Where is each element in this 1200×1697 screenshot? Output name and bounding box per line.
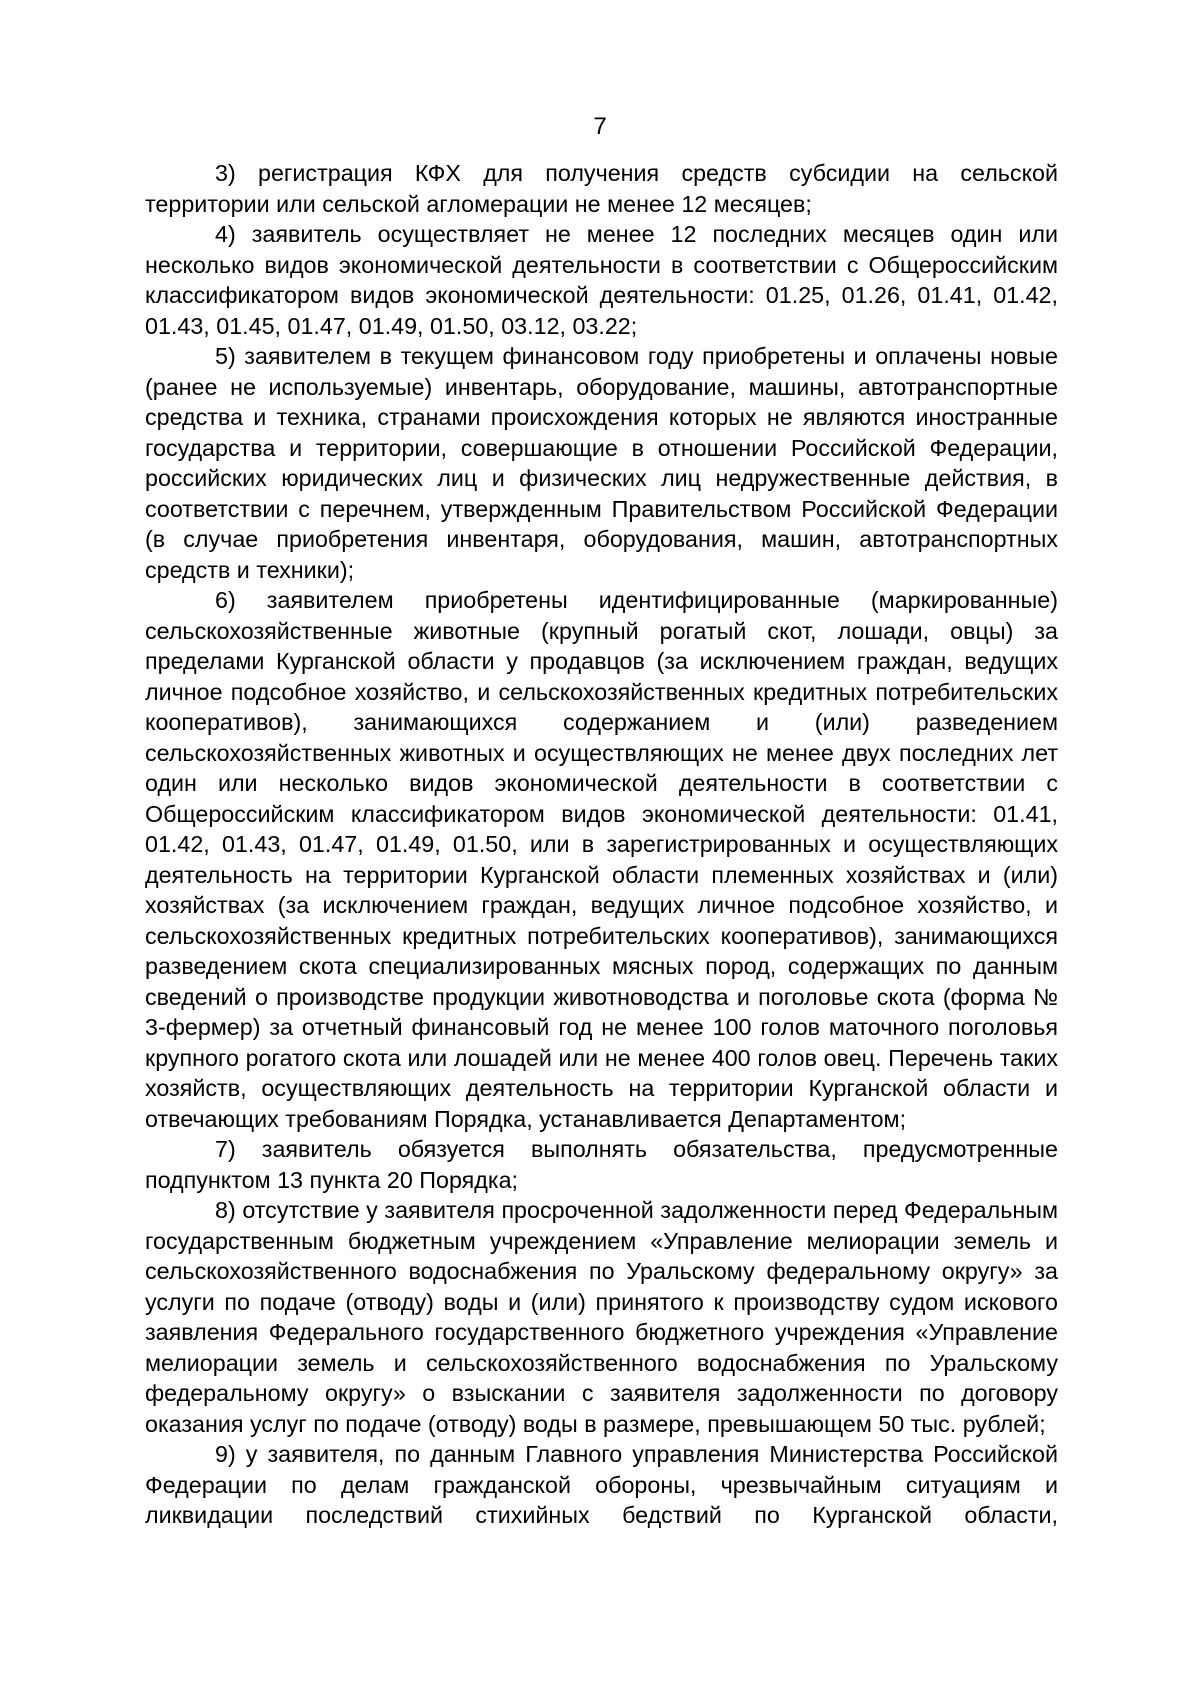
- paragraph-item-8: 8) отсутствие у заявителя просроченной задолженности перед Федеральным государственным бюджетным учреждением «Управление мелиорации земель и сельскохозяйственного водоснабжения по Уральскому федеральному округу» за услуги по подаче (отводу) воды и (или) принятого к производству судом искового заявления Федерального государственного бюджетного учреждения «Управление мелиорации земель и сельскохозяйственного водоснабжения по Уральскому федеральному округу» о взыскании с заявителя задолженности по договору оказания услуг по подаче (отводу) воды в размере, превышающем 50 тыс. рублей;: [145, 1197, 1058, 1437]
- paragraph-item-3: 3) регистрация КФХ для получения средств субсидии на сельской территории или сельской агломерации не менее 12 месяцев;: [145, 160, 1058, 217]
- paragraph-item-9: 9) у заявителя, по данным Главного управления Министерства Российской Федерации по делам гражданской обороны, чрезвычайным ситуациям и ликвидации последствий стихийных бедствий по Курганской области,: [145, 1441, 1058, 1528]
- paragraph-item-7: 7) заявитель обязуется выполнять обязательства, предусмотренные подпунктом 13 пункта 20 Порядка;: [145, 1136, 1058, 1193]
- document-body: [145, 158, 1058, 1531]
- paragraph-item-5: 5) заявителем в текущем финансовом году приобретены и оплачены новые (ранее не используемые) инвентарь, оборудование, машины, автотранспортные средства и техника, странами происхождения которых не являются иностранные государства и территории, совершающие в отношении Российской Федерации, российских юридических лиц и физических лиц недружественные действия, в соответствии с перечнем, утвержденным Правительством Российской Федерации (в случае приобретения инвентаря, оборудования, машин, автотранспортных средств и техники);: [145, 343, 1058, 583]
- page-number: 7: [593, 113, 607, 140]
- paragraph-item-4: 4) заявитель осуществляет не менее 12 последних месяцев один или несколько видов экономической деятельности в соответствии с Общероссийским классификатором видов экономической деятельности: 01.25, 01.26, 01.41, 01.42, 01.43, 01.45, 01.47, 01.49, 01.50, 03.12, 03.22;: [145, 221, 1058, 339]
- paragraph-item-6: 6) заявителем приобретены идентифицированные (маркированные) сельскохозяйственные животные (крупный рогатый скот, лошади, овцы) за пределами Курганской области у продавцов (за исключением граждан, ведущих личное подсобное хозяйство, и сельскохозяйственных кредитных потребительских кооперативов), занимающихся содержанием и (или) разведением сельскохозяйственных животных и осуществляющих не менее двух последних лет один или несколько видов экономической деятельности в соответствии с Общероссийским классификатором видов экономической деятельности: 01.41, 01.42, 01.43, 01.47, 01.49, 01.50, или в зарегистрированных и осуществляющих деятельность на территории Курганской области племенных хозяйствах и (или) хозяйствах (за исключением граждан, ведущих личное подсобное хозяйство, и сельскохозяйственных кредитных потребительских кооперативов), занимающихся разведением скота специализированных мясных пород, содержащих по данным сведений о производстве продукции животноводства и поголовье скота (форма № 3-фермер) за отчетный финансовый год не менее 100 голов маточного поголовья крупного рогатого скота или лошадей или не менее 400 голов овец. Перечень таких хозяйств, осуществляющих деятельность на территории Курганской области и отвечающих требованиям Порядка, устанавливается Департаментом;: [145, 587, 1058, 1132]
